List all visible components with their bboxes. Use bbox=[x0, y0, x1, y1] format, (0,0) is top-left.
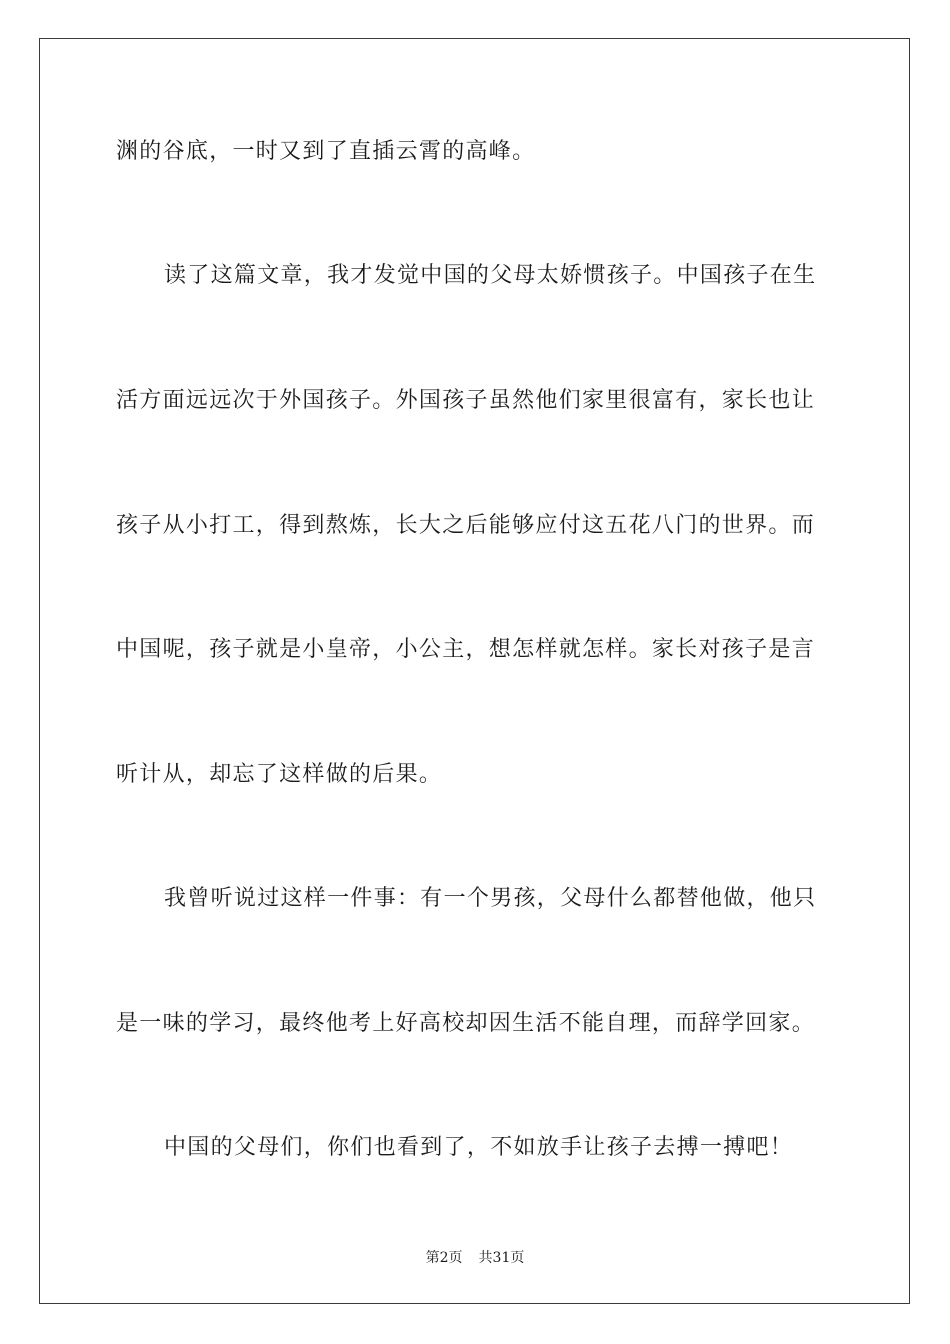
text-line-8: 是一味的学习，最终他考上好高校却因生活不能自理，而辞学回家。 bbox=[116, 1011, 816, 1036]
page-footer bbox=[0, 1247, 950, 1267]
text-line-5: 中国呢，孩子就是小皇帝，小公主，想怎样就怎样。家长对孩子是言 bbox=[116, 637, 816, 662]
page-total: 共31页 bbox=[478, 1250, 525, 1266]
text-line-3: 活方面远远次于外国孩子。外国孩子虽然他们家里很富有，家长也让 bbox=[116, 388, 816, 413]
text-line-1: 渊的谷底，一时又到了直插云霄的高峰。 bbox=[116, 139, 536, 164]
page-number: 第2页 bbox=[425, 1250, 463, 1266]
page-border bbox=[39, 38, 910, 1304]
text-line-4: 孩子从小打工，得到熬炼，长大之后能够应付这五花八门的世界。而 bbox=[116, 513, 816, 538]
text-line-7: 我曾听说过这样一件事：有一个男孩，父母什么都替他做，他只 bbox=[164, 886, 817, 911]
text-line-2: 读了这篇文章，我才发觉中国的父母太娇惯孩子。中国孩子在生 bbox=[164, 263, 817, 288]
text-line-6: 听计从，却忘了这样做的后果。 bbox=[116, 762, 443, 787]
text-line-9: 中国的父母们，你们也看到了，不如放手让孩子去搏一搏吧！ bbox=[164, 1135, 794, 1160]
